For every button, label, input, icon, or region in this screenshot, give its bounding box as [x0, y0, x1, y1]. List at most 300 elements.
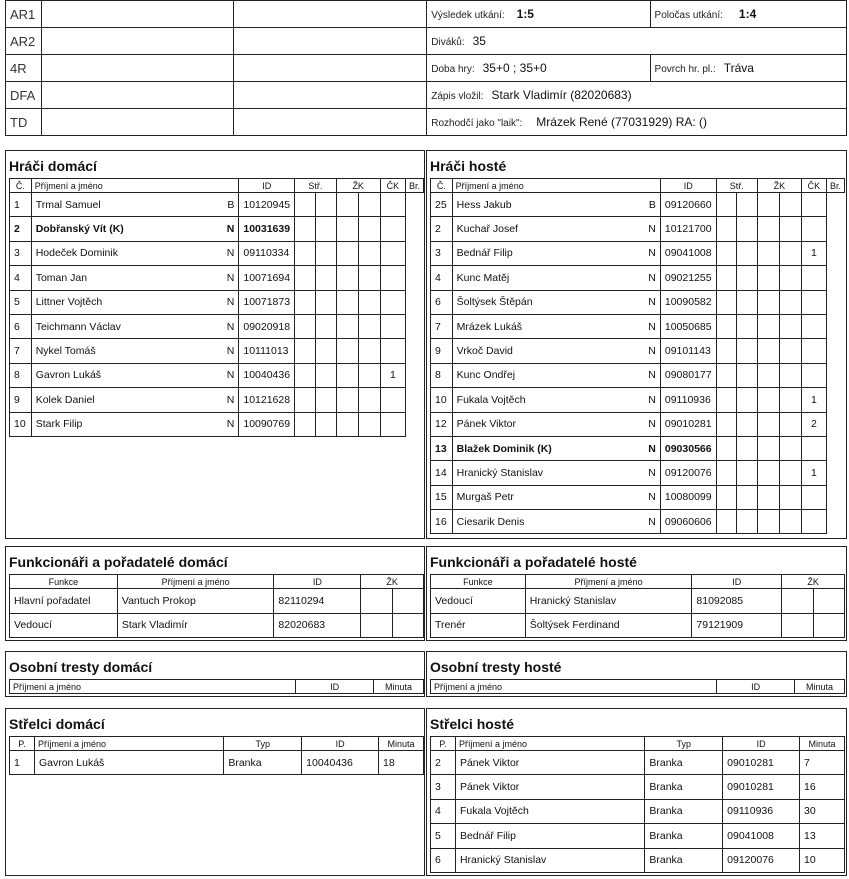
player-id: 09021255: [660, 266, 716, 290]
player-yellow-card: [336, 412, 358, 436]
player-position: N: [226, 271, 235, 284]
player-yellow-card: [757, 193, 779, 217]
player-id: 09110936: [660, 388, 716, 412]
player-row: [431, 193, 845, 217]
player-id: 09120660: [660, 193, 716, 217]
away-penalties-title: Osobní tresty hosté: [430, 659, 562, 675]
player-name-text: Nykel Tomáš: [35, 345, 96, 358]
scorer-id: 09010281: [723, 751, 800, 775]
player-position: N: [648, 271, 656, 284]
player-saves: [801, 485, 826, 509]
player-yellow-card: [757, 412, 779, 436]
result-value: 1:5: [516, 7, 534, 21]
player-goals: [295, 314, 316, 338]
player-yellow-card: [757, 241, 779, 265]
player-red-card: [779, 266, 801, 290]
away-penalties-panel: [426, 651, 847, 697]
player-name-text: Hodeček Dominik: [35, 247, 118, 260]
player-goals-2: [315, 314, 336, 338]
official-yellow-card: [782, 613, 814, 638]
scorer-minute: 13: [800, 824, 845, 848]
player-saves: [801, 266, 826, 290]
official-row: [10, 589, 424, 614]
scorer-order: 6: [431, 848, 456, 872]
player-row: [431, 412, 845, 436]
player-yellow-card: [336, 363, 358, 387]
player-row: [431, 388, 845, 412]
scorer-row: [431, 848, 845, 872]
player-saves: [801, 193, 826, 217]
halftime-label: Poločas utkání:: [654, 10, 723, 21]
player-goals-2: [315, 363, 336, 387]
scorer-type: Branka: [645, 751, 723, 775]
player-red-card: [358, 217, 380, 241]
player-goals: [716, 290, 737, 314]
player-name-text: Vrkoč David: [456, 345, 513, 358]
scorer-order: 2: [431, 751, 456, 775]
player-goals-2: [737, 217, 758, 241]
player-goals: [716, 485, 737, 509]
official-name: Šoltýsek Ferdinand: [525, 613, 692, 638]
player-saves: [380, 412, 405, 436]
official-yellow-card-2: [814, 613, 845, 638]
player-number: 9: [10, 388, 32, 412]
player-row: [431, 510, 845, 534]
player-name: [31, 241, 239, 265]
player-goals-2: [315, 339, 336, 363]
player-name-text: Šoltýsek Štěpán: [456, 296, 533, 309]
official-name: Stark Vladimír: [117, 613, 274, 638]
player-red-card: [779, 339, 801, 363]
home-players-panel: [5, 150, 425, 539]
role-dfa: DFA: [6, 82, 42, 109]
duration-value: 35+0 ; 35+0: [482, 61, 547, 75]
player-goals-2: [737, 461, 758, 485]
player-name: [452, 193, 660, 217]
player-number: 14: [431, 461, 453, 485]
player-red-card: [779, 241, 801, 265]
player-goals: [716, 436, 737, 460]
player-id: 09110334: [239, 241, 295, 265]
player-name-text: Fukala Vojtěch: [456, 393, 526, 406]
player-goals: [295, 363, 316, 387]
player-row: [10, 412, 424, 436]
laik-value: Mrázek René (77031929) RA: (): [536, 115, 708, 129]
player-name: [452, 412, 660, 436]
surface-value: Tráva: [723, 61, 754, 75]
player-row: [431, 461, 845, 485]
player-name-text: Kunc Ondřej: [456, 369, 516, 382]
home-officials-title: Funkcionáři a pořadatelé domácí: [9, 554, 228, 570]
player-saves: [380, 290, 405, 314]
player-saves: [801, 217, 826, 241]
player-name: [31, 217, 239, 241]
role-td: TD: [6, 109, 42, 136]
player-name: [452, 266, 660, 290]
player-name-text: Hess Jakub: [456, 198, 512, 211]
player-goals-2: [737, 363, 758, 387]
official-name: Hranický Stanislav: [525, 589, 692, 614]
author-value: Stark Vladimír (82020683): [491, 88, 632, 102]
player-id: 09030566: [660, 436, 716, 460]
player-name: [452, 388, 660, 412]
player-name-text: Trmal Samuel: [35, 198, 101, 211]
player-row: [431, 217, 845, 241]
player-row: [431, 241, 845, 265]
player-yellow-card: [336, 339, 358, 363]
players-header-row: Č. Příjmení a jméno ID Stř. ŽK ČK Br.: [431, 179, 845, 193]
player-saves: [380, 388, 405, 412]
player-row: [10, 314, 424, 338]
scorer-row: [431, 751, 845, 775]
official-role: Vedoucí: [10, 613, 118, 638]
player-red-card: [779, 388, 801, 412]
player-name: [31, 266, 239, 290]
player-yellow-card: [757, 436, 779, 460]
scorer-minute: 7: [800, 751, 845, 775]
scorer-row: [431, 824, 845, 848]
player-yellow-card: [757, 314, 779, 338]
player-name-text: Blažek Dominik (K): [456, 442, 552, 455]
player-goals: [716, 510, 737, 534]
player-row: [10, 217, 424, 241]
player-name-text: Murgaš Petr: [456, 491, 514, 504]
player-name: [452, 436, 660, 460]
home-scorers-title: Střelci domácí: [9, 716, 105, 732]
home-officials-panel: [5, 546, 425, 641]
spectators-label: Diváků:: [431, 37, 465, 48]
player-name: [452, 290, 660, 314]
player-row: [431, 339, 845, 363]
player-id: 09101143: [660, 339, 716, 363]
player-goals-2: [737, 388, 758, 412]
player-red-card: [779, 290, 801, 314]
player-goals: [295, 412, 316, 436]
home-penalties-title: Osobní tresty domácí: [9, 659, 153, 675]
scorer-name: Pánek Viktor: [455, 775, 644, 799]
official-id: 79121909: [692, 613, 782, 638]
player-id: 09041008: [660, 241, 716, 265]
player-id: 10031639: [239, 217, 295, 241]
player-id: 10090769: [239, 412, 295, 436]
player-id: 10120945: [239, 193, 295, 217]
player-number: 5: [10, 290, 32, 314]
player-goals-2: [737, 193, 758, 217]
scorer-order: 1: [10, 751, 35, 775]
player-name-text: Bednář Filip: [456, 247, 513, 260]
player-goals: [295, 193, 316, 217]
player-name-text: Teichmann Václav: [35, 320, 121, 333]
player-position: B: [648, 198, 656, 211]
scorer-type: Branka: [645, 824, 723, 848]
home-players-title: Hráči domácí: [9, 158, 97, 174]
scorer-row: [10, 751, 424, 775]
duration-label: Doba hry:: [431, 64, 475, 75]
player-goals: [716, 339, 737, 363]
player-goals: [295, 217, 316, 241]
player-saves: [380, 193, 405, 217]
scorer-type: Branka: [645, 848, 723, 872]
player-number: 15: [431, 485, 453, 509]
player-yellow-card: [336, 388, 358, 412]
player-number: 6: [431, 290, 453, 314]
scorer-order: 5: [431, 824, 456, 848]
player-goals-2: [315, 388, 336, 412]
player-goals: [716, 193, 737, 217]
player-goals-2: [737, 510, 758, 534]
player-goals-2: [315, 241, 336, 265]
player-yellow-card: [336, 193, 358, 217]
away-players-title: Hráči hosté: [430, 158, 507, 174]
player-position: N: [648, 418, 656, 431]
player-saves: [801, 436, 826, 460]
player-red-card: [358, 241, 380, 265]
player-red-card: [779, 461, 801, 485]
official-yellow-card: [782, 589, 814, 614]
player-yellow-card: [336, 290, 358, 314]
player-red-card: [779, 193, 801, 217]
player-goals-2: [737, 436, 758, 460]
player-name: [31, 339, 239, 363]
role-ar1: AR1: [6, 1, 42, 28]
player-number: 6: [10, 314, 32, 338]
player-red-card: [358, 412, 380, 436]
home-scorers-table: P. Příjmení a jméno Typ ID Minuta 1 Gavron Lukáš Branka 10040436 18: [9, 736, 424, 775]
laik-label: Rozhodčí jako "laik":: [431, 118, 523, 129]
player-number: 7: [431, 314, 453, 338]
official-yellow-card-2: [393, 589, 424, 614]
official-role: Vedoucí: [431, 589, 526, 614]
player-id: 09080177: [660, 363, 716, 387]
player-yellow-card: [336, 217, 358, 241]
player-goals-2: [315, 412, 336, 436]
player-position: N: [648, 320, 656, 333]
player-number: 10: [431, 388, 453, 412]
player-goals-2: [737, 241, 758, 265]
scorer-type: Branka: [645, 799, 723, 823]
player-name-text: Pánek Viktor: [456, 418, 517, 431]
player-name: [31, 412, 239, 436]
player-position: N: [226, 369, 235, 382]
player-position: N: [226, 320, 235, 333]
player-saves: 1: [801, 388, 826, 412]
player-goals-2: [737, 290, 758, 314]
player-name: [452, 461, 660, 485]
scorer-row: [431, 799, 845, 823]
player-row: [10, 290, 424, 314]
player-goals-2: [315, 266, 336, 290]
surface-label: Povrch hr. pl.:: [654, 64, 716, 75]
player-name: [31, 193, 239, 217]
player-position: N: [648, 247, 656, 260]
scorer-name: Bednář Filip: [455, 824, 644, 848]
player-red-card: [358, 266, 380, 290]
scorer-row: [431, 775, 845, 799]
away-players-table: [430, 178, 845, 534]
player-saves: [380, 241, 405, 265]
official-yellow-card-2: [393, 613, 424, 638]
player-number: 25: [431, 193, 453, 217]
player-id: 10050685: [660, 314, 716, 338]
home-penalties-panel: [5, 651, 425, 697]
player-name: [31, 290, 239, 314]
player-red-card: [779, 217, 801, 241]
scorer-name: Fukala Vojtěch: [455, 799, 644, 823]
player-yellow-card: [757, 217, 779, 241]
player-name-text: Dobřanský Vít (K): [35, 223, 124, 236]
player-position: N: [226, 418, 235, 431]
player-name-text: Kunc Matěj: [456, 271, 510, 284]
player-goals-2: [315, 290, 336, 314]
player-red-card: [779, 510, 801, 534]
player-number: 13: [431, 436, 453, 460]
player-number: 1: [10, 193, 32, 217]
away-scorers-table: P. Příjmení a jméno Typ ID Minuta 2 Pánek Viktor Branka 09010281 7 3 Pánek Viktor Branka 09010281 16 4 Fukala Vojtěch Branka 09110936 30 5 Bednář Filip Branka 09041008 13 6 Hranický Stanislav Branka 09120076 10: [430, 736, 845, 873]
player-goals: [716, 314, 737, 338]
player-number: 4: [10, 266, 32, 290]
player-goals-2: [737, 485, 758, 509]
away-officials-panel: [426, 546, 847, 641]
player-yellow-card: [757, 388, 779, 412]
player-row: [431, 436, 845, 460]
away-scorers-panel: [426, 708, 847, 876]
player-id: 10071873: [239, 290, 295, 314]
player-id: 10111013: [239, 339, 295, 363]
home-players-table: [9, 178, 424, 437]
player-name-text: Toman Jan: [35, 271, 88, 284]
player-id: 09010281: [660, 412, 716, 436]
player-row: [431, 314, 845, 338]
player-number: 2: [431, 217, 453, 241]
player-number: 8: [431, 363, 453, 387]
player-red-card: [358, 314, 380, 338]
official-row: [431, 613, 845, 638]
player-yellow-card: [757, 485, 779, 509]
player-id: 09060606: [660, 510, 716, 534]
home-penalties-table: Příjmení a jméno ID Minuta: [9, 679, 424, 694]
player-id: 10040436: [239, 363, 295, 387]
player-number: 10: [10, 412, 32, 436]
official-yellow-card: [361, 613, 393, 638]
player-number: 3: [10, 241, 32, 265]
player-name: [452, 485, 660, 509]
away-scorers-title: Střelci hosté: [430, 716, 515, 732]
player-saves: [380, 217, 405, 241]
player-goals: [716, 363, 737, 387]
away-officials-table: Funkce Příjmení a jméno ID ŽK Vedoucí Hranický Stanislav 81092085 Trenér Šoltýsek Ferdinand 79121909: [430, 574, 845, 638]
player-name: [452, 314, 660, 338]
player-saves: [801, 363, 826, 387]
player-id: 10121628: [239, 388, 295, 412]
player-name-text: Littner Vojtěch: [35, 296, 103, 309]
player-red-card: [358, 339, 380, 363]
away-officials-title: Funkcionáři a pořadatelé hosté: [430, 554, 637, 570]
away-penalties-table: Příjmení a jméno ID Minuta: [430, 679, 845, 694]
player-number: 8: [10, 363, 32, 387]
role-ar2: AR2: [6, 28, 42, 55]
player-goals: [295, 241, 316, 265]
scorer-id: 09010281: [723, 775, 800, 799]
player-position: N: [648, 345, 656, 358]
scorer-minute: 30: [800, 799, 845, 823]
player-red-card: [358, 290, 380, 314]
official-id: 81092085: [692, 589, 782, 614]
player-red-card: [779, 314, 801, 338]
player-saves: [801, 314, 826, 338]
player-red-card: [358, 388, 380, 412]
player-saves: 1: [801, 241, 826, 265]
player-row: [431, 266, 845, 290]
scorer-minute: 10: [800, 848, 845, 872]
player-goals-2: [737, 266, 758, 290]
player-goals: [716, 241, 737, 265]
player-position: N: [226, 296, 235, 309]
player-position: N: [648, 223, 656, 236]
player-position: N: [226, 345, 235, 358]
player-position: N: [226, 247, 235, 260]
player-id: 09120076: [660, 461, 716, 485]
player-row: [10, 363, 424, 387]
official-yellow-card: [361, 589, 393, 614]
player-position: N: [648, 442, 656, 455]
player-yellow-card: [757, 510, 779, 534]
player-red-card: [358, 363, 380, 387]
player-number: 4: [431, 266, 453, 290]
player-position: N: [226, 223, 235, 236]
player-row: [10, 266, 424, 290]
player-red-card: [779, 485, 801, 509]
player-yellow-card: [336, 241, 358, 265]
player-number: 7: [10, 339, 32, 363]
player-name: [31, 388, 239, 412]
scorer-id: 10040436: [302, 751, 379, 775]
official-role: Hlavní pořadatel: [10, 589, 118, 614]
official-row: [431, 589, 845, 614]
player-name-text: Stark Filip: [35, 418, 83, 431]
player-row: [10, 388, 424, 412]
player-goals-2: [737, 412, 758, 436]
player-yellow-card: [757, 290, 779, 314]
player-name: [452, 363, 660, 387]
player-name-text: Kuchař Josef: [456, 223, 518, 236]
player-row: [10, 241, 424, 265]
player-name: [31, 363, 239, 387]
player-row: [10, 193, 424, 217]
player-saves: 2: [801, 412, 826, 436]
player-goals: [295, 388, 316, 412]
player-yellow-card: [757, 266, 779, 290]
players-header-row: Č. Příjmení a jméno ID Stř. ŽK ČK Br.: [10, 179, 424, 193]
scorer-id: 09110936: [723, 799, 800, 823]
scorer-id: 09041008: [723, 824, 800, 848]
official-id: 82020683: [274, 613, 361, 638]
player-goals-2: [737, 314, 758, 338]
player-position: N: [648, 369, 656, 382]
player-yellow-card: [757, 339, 779, 363]
player-saves: 1: [801, 461, 826, 485]
player-position: N: [648, 466, 656, 479]
player-goals: [716, 388, 737, 412]
player-name: [452, 241, 660, 265]
player-position: N: [648, 296, 656, 309]
player-name: [452, 217, 660, 241]
player-goals-2: [315, 217, 336, 241]
player-name-text: Mrázek Lukáš: [456, 320, 523, 333]
player-saves: [380, 314, 405, 338]
player-name-text: Hranický Stanislav: [456, 466, 544, 479]
official-role: Trenér: [431, 613, 526, 638]
halftime-value: 1:4: [738, 7, 757, 21]
